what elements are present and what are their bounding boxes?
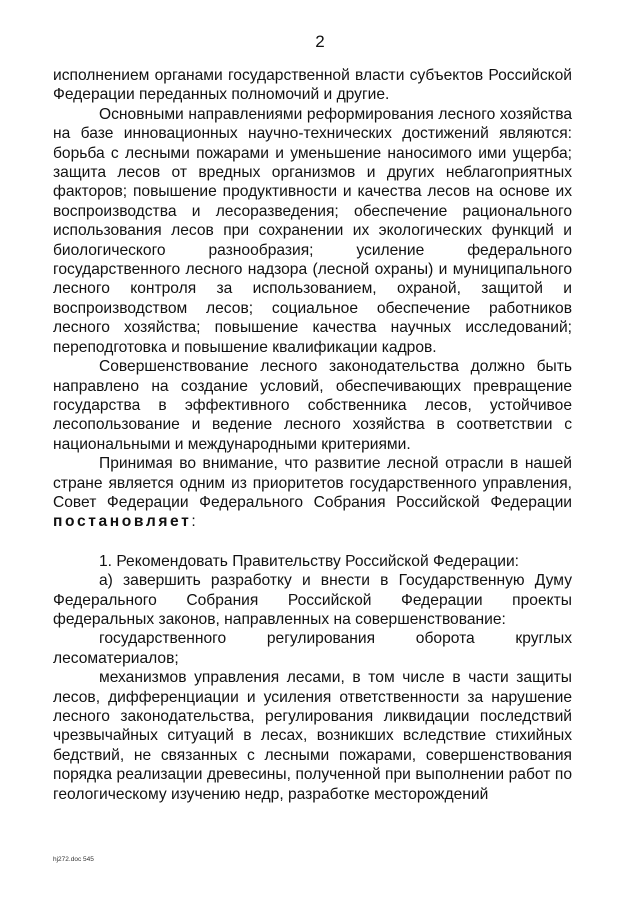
page-number: 2: [315, 32, 325, 51]
list-item: а) завершить разработку и внести в Государственную Думу Федерального Собрания Российской Федерации проекты федеральных законов, направленных на совершенствование:: [53, 572, 572, 628]
list-heading: 1. Рекомендовать Правительству Российской Федерации:: [99, 552, 520, 570]
list-item: государственного регулирования оборота круглых лесоматериалов;: [53, 630, 572, 667]
paragraph: исполнением органами государственной власти субъектов Российской Федерации переданных полномочий и другие.: [53, 67, 572, 104]
paragraph-gap: [53, 532, 572, 552]
paragraph: Основными направлениями реформирования лесного хозяйства на базе инновационных научно-технических достижений являются: борьба с лесными пожарами и уменьшение наносимого ими ущерба; защита лесов от вредных организмов и других неблагоприятных факторов; повышение продуктивности и качества лесов на основе их воспроизводства и лесоразведения; обеспечение рационального использования лесов при сохранении их экологических функций и биологического разнообразия; усиление федерального государственного лесного надзора (лесной охраны) и муниципального лесного контроля за использованием, охраной, защитой и воспроизводством лесов; социальное обеспечение работников лесного хозяйства; повышение качества научных исследований; переподготовка и повышение квалификации кадров.: [53, 105, 572, 356]
paragraph-text: :: [191, 513, 196, 531]
resolution-paragraph: [53, 454, 572, 532]
paragraph: Совершенствование лесного законодательства должно быть направлено на создание условий, обеспечивающих превращение государства в эффективного собственника лесов, устойчивое лесопользование и ведение лесного хозяйства в соответствии с национальными и международными критериями.: [53, 358, 572, 453]
resolution-keyword: постановляет: [53, 513, 192, 531]
paragraph-text: Принимая во внимание, что развитие лесной отрасли в нашей стране является одним из приоритетов государственного управления, Совет Федерации Федерального Собрания Российской Федерации: [53, 455, 572, 511]
list-item: механизмов управления лесами, в том числе в части защиты лесов, дифференциации и усиления ответственности за нарушение лесного законодательства, регулирования ликвидации последствий чрезвычайных ситуаций в лесах, возникших вследствие стихийных бедствий, не связанных с лесными пожарами, совершенствования порядка реализации древесины, полученной при выполнении работ по геологическому изучению недр, разработке месторождений: [53, 669, 572, 803]
footer-code: hj272.doc 545: [53, 856, 94, 863]
document-body: [53, 66, 572, 804]
